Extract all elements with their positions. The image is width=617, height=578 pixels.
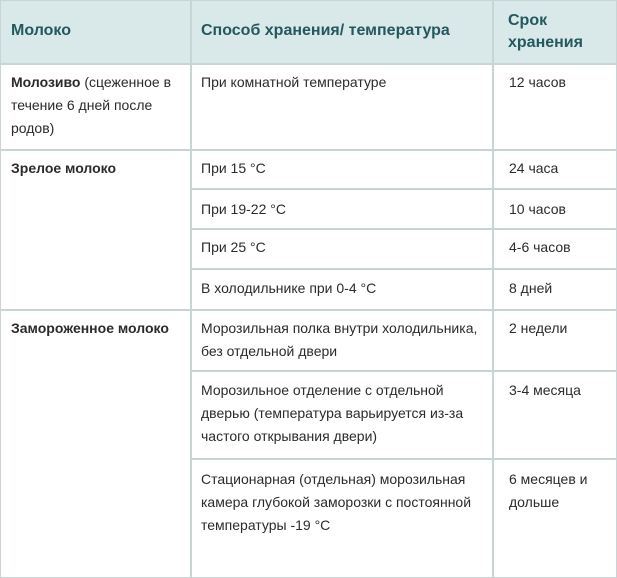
column-divider bbox=[190, 1, 192, 577]
row-divider bbox=[192, 458, 616, 460]
storage-term: 10 часов bbox=[509, 201, 566, 217]
milk-type-colostrum bbox=[1, 65, 190, 149]
storage-term: 8 дней bbox=[509, 280, 553, 296]
storage-term: 24 часа bbox=[509, 160, 559, 176]
storage-method: При 15 °C bbox=[201, 160, 266, 176]
storage-term: 6 месяцев и дольше bbox=[509, 471, 588, 510]
storage-method: При 19-22 °C bbox=[201, 201, 286, 217]
milk-type-mature-name: Зрелое молоко bbox=[11, 160, 117, 176]
storage-method: При комнатной температуре bbox=[201, 74, 387, 90]
row-divider bbox=[1, 149, 616, 151]
storage-method: Морозильное отделение с отдельной дверью (температура варьируется из-за частого открывания двери) bbox=[201, 382, 464, 444]
row-divider bbox=[1, 63, 616, 65]
header-method-label: Способ хранения/ температура bbox=[201, 22, 450, 39]
header-term-line1: Срок bbox=[508, 12, 548, 29]
column-divider bbox=[492, 1, 494, 577]
row-divider bbox=[192, 188, 616, 190]
header-term-line2: хранения bbox=[508, 34, 583, 51]
header-cell-milk bbox=[1, 1, 190, 63]
storage-term: 4-6 часов bbox=[509, 239, 571, 255]
header-milk-label: Молоко bbox=[11, 22, 71, 39]
header-cell-method bbox=[192, 1, 492, 63]
row-divider bbox=[192, 228, 616, 230]
storage-method: В холодильнике при 0-4 °C bbox=[201, 280, 377, 296]
storage-term: 2 недели bbox=[509, 320, 568, 336]
row-divider bbox=[192, 370, 616, 372]
storage-term: 12 часов bbox=[509, 74, 566, 90]
header-cell-term bbox=[494, 1, 616, 63]
storage-method: Стационарная (отдельная) морозильная камера глубокой заморозки с постоянной температуры -19 °C bbox=[201, 471, 472, 533]
storage-method: При 25 °C bbox=[201, 239, 266, 255]
row-divider bbox=[1, 309, 616, 311]
milk-type-colostrum-name: Молозиво bbox=[11, 74, 81, 90]
milk-type-frozen-name: Замороженное молоко bbox=[11, 320, 169, 336]
storage-method: Морозильная полка внутри холодильника, без отдельной двери bbox=[201, 320, 478, 359]
storage-term: 3-4 месяца bbox=[509, 382, 581, 398]
milk-type-frozen bbox=[1, 311, 190, 577]
milk-type-colostrum-note: (сцеженное в течение 6 дней после родов) bbox=[11, 74, 172, 136]
milk-type-mature bbox=[1, 151, 190, 309]
row-divider bbox=[192, 268, 616, 270]
